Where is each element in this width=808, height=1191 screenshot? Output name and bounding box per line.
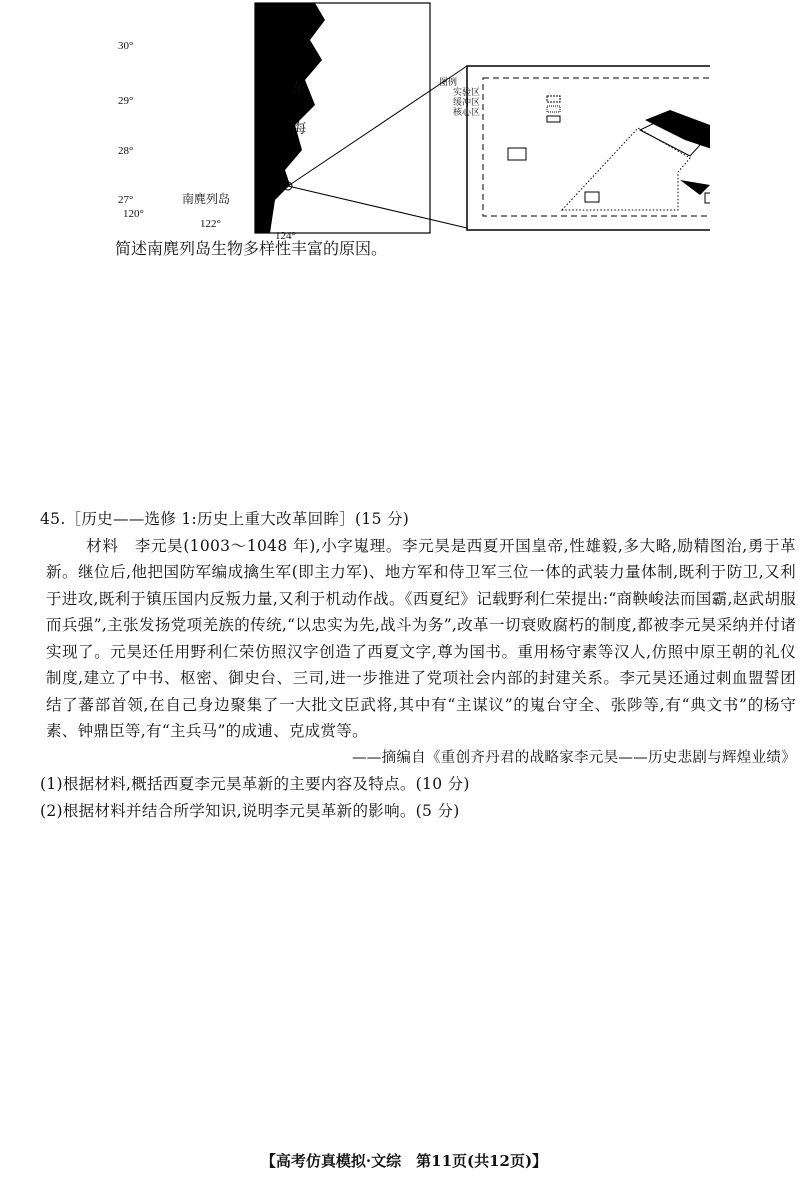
legend-item: 实验区 bbox=[453, 88, 481, 98]
lon-label: 124° bbox=[275, 230, 296, 242]
map-legend bbox=[433, 78, 480, 118]
sea-label: 海 bbox=[292, 121, 306, 137]
lat-label: 28° bbox=[118, 145, 134, 157]
question-heading: 45.［历史——选修 1:历史上重大改革回眸］(15 分) bbox=[40, 510, 410, 528]
legend-item: 核心区 bbox=[453, 108, 481, 118]
sub-question-1: (1)根据材料,概括西夏李元昊革新的主要内容及特点。(10 分) bbox=[40, 775, 470, 793]
lon-label: 122° bbox=[200, 218, 221, 230]
legend-item: 缓冲区 bbox=[453, 98, 481, 108]
lat-label: 30° bbox=[118, 40, 134, 52]
island-label: 南麂列岛 bbox=[182, 192, 231, 206]
page-footer: 【高考仿真模拟·文综 第11页(共12页)】 bbox=[260, 1152, 548, 1170]
lat-label: 27° bbox=[118, 194, 134, 206]
sea-label: 东 bbox=[292, 81, 306, 97]
lon-label: 120° bbox=[123, 208, 144, 220]
sub-question-2: (2)根据材料并结合所学知识,说明李元昊革新的影响。(5 分) bbox=[40, 801, 460, 820]
mainland-coast bbox=[255, 3, 325, 233]
lat-label: 29° bbox=[118, 95, 134, 107]
question-45 bbox=[40, 506, 796, 824]
material-label: 材料 bbox=[86, 536, 119, 555]
material-source: ——摘编自《重创齐丹君的战略家李元昊——历史悲剧与辉煌业绩》 bbox=[352, 749, 796, 766]
material-text: 李元昊(1003～1048 年),小字嵬理。李元昊是西夏开国皇帝,性雄毅,多大略,励精图治,勇于革新。继位后,他把国防军编成擒生军(即主力军)、地方军和侍卫军三位一体的武装力量体制,既利于防卫,又利于进攻,既利于镇压国内反叛力量,又利于机动作战。《西夏纪》记载野利仁荣提出:“商鞅峻法而国霸,赵武胡服而兵强”,主张发扬党项羌族的传统,“以忠实为先,战斗为务”,改革一切衰败腐朽的制度,都被李元昊采纳并付诸实现了。元昊还任用野利仁荣仿照汉字创造了西夏文字,尊为国书。重用杨守素等汉人,仿照中原王朝的礼仪制度,建立了中书、枢密、御史台、三司,进一步推进了党项社会内部的封建关系。李元昊还通过刺血盟誓团结了蕃部首领,在自己身边聚集了一大批文臣武将,其中有“主谋议”的嵬台守全、张陟等,有“典文书”的杨守素、钟鼎臣等,有“主兵马”的成逋、克成赏等。 bbox=[46, 536, 796, 740]
inset-pointer-bottom bbox=[288, 186, 467, 228]
map-question: 简述南麂列岛生物多样性丰富的原因。 bbox=[115, 239, 388, 258]
legend-title: 图例 bbox=[439, 78, 458, 88]
